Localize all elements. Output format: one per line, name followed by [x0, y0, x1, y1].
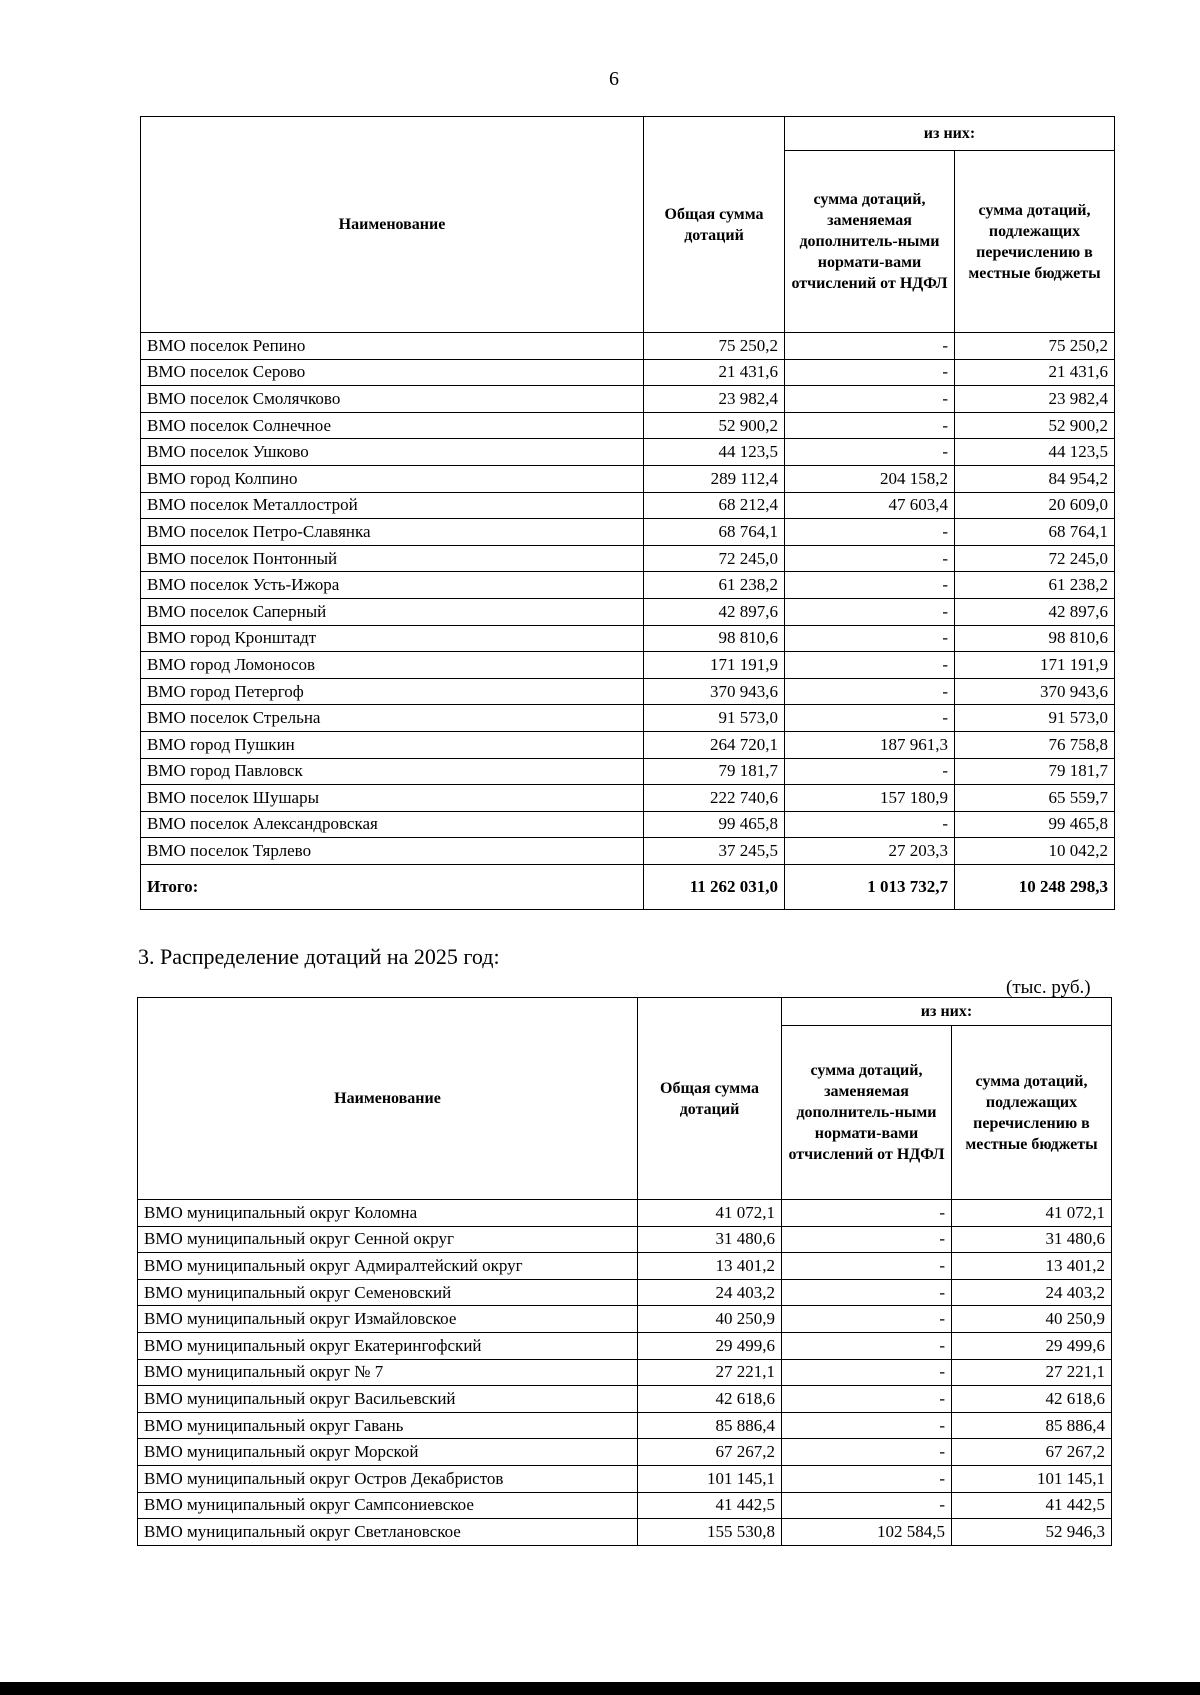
cell-transfer: 98 810,6: [955, 625, 1115, 652]
cell-transfer: 13 401,2: [952, 1253, 1112, 1280]
cell-total: 155 530,8: [638, 1519, 782, 1546]
cell-replaced: -: [785, 652, 955, 679]
cell-total: 24 403,2: [638, 1279, 782, 1306]
cell-replaced: -: [785, 386, 955, 413]
table-row: [141, 572, 1115, 599]
cell-transfer: 99 465,8: [955, 811, 1115, 838]
cell-name: ВМО поселок Понтонный: [141, 545, 644, 572]
table-row: [138, 1200, 1112, 1227]
table-row: [141, 465, 1115, 492]
cell-replaced: -: [785, 598, 955, 625]
cell-total: 99 465,8: [644, 811, 785, 838]
table-row: [141, 545, 1115, 572]
cell-total: 23 982,4: [644, 386, 785, 413]
cell-transfer: 24 403,2: [952, 1279, 1112, 1306]
cell-transfer: 91 573,0: [955, 705, 1115, 732]
cell-replaced: -: [785, 519, 955, 546]
cell-transfer: 41 442,5: [952, 1492, 1112, 1519]
cell-transfer: 52 900,2: [955, 412, 1115, 439]
total-name: Итого:: [141, 864, 644, 909]
cell-name: ВМО поселок Саперный: [141, 598, 644, 625]
cell-total: 98 810,6: [644, 625, 785, 652]
cell-name: ВМО поселок Тярлево: [141, 838, 644, 865]
header-of-which: из них:: [785, 117, 1115, 151]
header-total: Общая сумма дотаций: [644, 117, 785, 333]
cell-total: 79 181,7: [644, 758, 785, 785]
cell-total: 75 250,2: [644, 333, 785, 360]
table-row: [141, 758, 1115, 785]
cell-name: ВМО муниципальный округ Сенной округ: [138, 1226, 638, 1253]
cell-total: 289 112,4: [644, 465, 785, 492]
total-replaced: 1 013 732,7: [785, 864, 955, 909]
cell-replaced: -: [785, 333, 955, 360]
cell-replaced: -: [782, 1386, 952, 1413]
cell-replaced: 157 180,9: [785, 785, 955, 812]
cell-total: 44 123,5: [644, 439, 785, 466]
table-row: [141, 678, 1115, 705]
table-row: [141, 731, 1115, 758]
cell-transfer: 40 250,9: [952, 1306, 1112, 1333]
cell-total: 85 886,4: [638, 1412, 782, 1439]
total-total: 11 262 031,0: [644, 864, 785, 909]
table-row: [141, 652, 1115, 679]
cell-transfer: 10 042,2: [955, 838, 1115, 865]
cell-name: ВМО город Павловск: [141, 758, 644, 785]
header-transfer: сумма дотаций, подлежащих перечислению в местные бюджеты: [952, 1026, 1112, 1200]
table-row: [138, 1386, 1112, 1413]
cell-replaced: -: [782, 1465, 952, 1492]
cell-name: ВМО поселок Репино: [141, 333, 644, 360]
cell-name: ВМО город Пушкин: [141, 731, 644, 758]
cell-name: ВМО поселок Петро-Славянка: [141, 519, 644, 546]
section-title: 3. Распределение дотаций на 2025 год:: [138, 944, 500, 969]
table2-body: [138, 1200, 1112, 1546]
cell-name: ВМО поселок Ушково: [141, 439, 644, 466]
cell-transfer: 42 618,6: [952, 1386, 1112, 1413]
cell-transfer: 85 886,4: [952, 1412, 1112, 1439]
cell-total: 42 618,6: [638, 1386, 782, 1413]
table-row: [141, 838, 1115, 865]
cell-transfer: 72 245,0: [955, 545, 1115, 572]
cell-replaced: -: [785, 625, 955, 652]
cell-transfer: 27 221,1: [952, 1359, 1112, 1386]
cell-replaced: -: [785, 811, 955, 838]
cell-transfer: 23 982,4: [955, 386, 1115, 413]
table-row: [141, 359, 1115, 386]
cell-transfer: 42 897,6: [955, 598, 1115, 625]
cell-total: 91 573,0: [644, 705, 785, 732]
table-row: [138, 1412, 1112, 1439]
table-row: [141, 492, 1115, 519]
cell-replaced: 187 961,3: [785, 731, 955, 758]
cell-total: 41 442,5: [638, 1492, 782, 1519]
cell-name: ВМО город Колпино: [141, 465, 644, 492]
subsidy-table-2025: [137, 997, 1112, 1546]
cell-name: ВМО поселок Солнечное: [141, 412, 644, 439]
cell-total: 52 900,2: [644, 412, 785, 439]
cell-transfer: 76 758,8: [955, 731, 1115, 758]
cell-total: 31 480,6: [638, 1226, 782, 1253]
cell-name: ВМО город Петергоф: [141, 678, 644, 705]
table1-body: [141, 333, 1115, 910]
cell-replaced: -: [782, 1412, 952, 1439]
cell-total: 171 191,9: [644, 652, 785, 679]
cell-replaced: -: [782, 1200, 952, 1227]
cell-name: ВМО поселок Металлострой: [141, 492, 644, 519]
cell-total: 61 238,2: [644, 572, 785, 599]
table-row: [138, 1465, 1112, 1492]
cell-total: 42 897,6: [644, 598, 785, 625]
table-row: [141, 785, 1115, 812]
cell-transfer: 44 123,5: [955, 439, 1115, 466]
cell-transfer: 65 559,7: [955, 785, 1115, 812]
cell-replaced: -: [785, 359, 955, 386]
cell-replaced: -: [782, 1226, 952, 1253]
cell-name: ВМО муниципальный округ Васильевский: [138, 1386, 638, 1413]
cell-replaced: 47 603,4: [785, 492, 955, 519]
header-name: Наименование: [138, 998, 638, 1200]
cell-name: ВМО муниципальный округ Морской: [138, 1439, 638, 1466]
table-row: [138, 1332, 1112, 1359]
header-replaced: сумма дотаций, заменяемая дополнитель-ными нормати-вами отчислений от НДФЛ: [782, 1026, 952, 1200]
cell-replaced: 204 158,2: [785, 465, 955, 492]
cell-name: ВМО поселок Стрельна: [141, 705, 644, 732]
cell-replaced: -: [785, 758, 955, 785]
cell-total: 101 145,1: [638, 1465, 782, 1492]
table-row: [141, 439, 1115, 466]
cell-transfer: 101 145,1: [952, 1465, 1112, 1492]
cell-transfer: 84 954,2: [955, 465, 1115, 492]
cell-name: ВМО муниципальный округ Гавань: [138, 1412, 638, 1439]
cell-replaced: 102 584,5: [782, 1519, 952, 1546]
cell-total: 37 245,5: [644, 838, 785, 865]
cell-name: ВМО муниципальный округ Семеновский: [138, 1279, 638, 1306]
cell-transfer: 31 480,6: [952, 1226, 1112, 1253]
cell-transfer: 370 943,6: [955, 678, 1115, 705]
cell-name: ВМО муниципальный округ Остров Декабристов: [138, 1465, 638, 1492]
cell-name: ВМО муниципальный округ № 7: [138, 1359, 638, 1386]
cell-total: 67 267,2: [638, 1439, 782, 1466]
cell-total: 264 720,1: [644, 731, 785, 758]
table-row: [141, 333, 1115, 360]
cell-name: ВМО поселок Шушары: [141, 785, 644, 812]
table-row: [141, 519, 1115, 546]
cell-replaced: -: [785, 545, 955, 572]
cell-replaced: 27 203,3: [785, 838, 955, 865]
header-transfer: сумма дотаций, подлежащих перечислению в местные бюджеты: [955, 151, 1115, 333]
cell-replaced: -: [785, 439, 955, 466]
cell-transfer: 75 250,2: [955, 333, 1115, 360]
cell-replaced: -: [782, 1306, 952, 1333]
cell-replaced: -: [782, 1253, 952, 1280]
cell-name: ВМО муниципальный округ Сампсониевское: [138, 1492, 638, 1519]
header-name: Наименование: [141, 117, 644, 333]
table-row: [138, 1359, 1112, 1386]
cell-transfer: 68 764,1: [955, 519, 1115, 546]
table-row: [138, 1519, 1112, 1546]
cell-total: 72 245,0: [644, 545, 785, 572]
cell-total: 41 072,1: [638, 1200, 782, 1227]
cell-total: 68 764,1: [644, 519, 785, 546]
cell-transfer: 79 181,7: [955, 758, 1115, 785]
cell-name: ВМО город Кронштадт: [141, 625, 644, 652]
cell-name: ВМО поселок Серово: [141, 359, 644, 386]
cell-name: ВМО поселок Смолячково: [141, 386, 644, 413]
total-transfer: 10 248 298,3: [955, 864, 1115, 909]
table-row: [141, 705, 1115, 732]
table-row: [138, 1492, 1112, 1519]
page-number: 6: [609, 68, 619, 90]
cell-total: 29 499,6: [638, 1332, 782, 1359]
cell-total: 370 943,6: [644, 678, 785, 705]
cell-replaced: -: [782, 1359, 952, 1386]
cell-transfer: 61 238,2: [955, 572, 1115, 599]
cell-transfer: 52 946,3: [952, 1519, 1112, 1546]
cell-replaced: -: [785, 678, 955, 705]
cell-name: ВМО муниципальный округ Коломна: [138, 1200, 638, 1227]
header-of-which: из них:: [782, 998, 1112, 1026]
cell-name: ВМО поселок Усть-Ижора: [141, 572, 644, 599]
cell-replaced: -: [785, 705, 955, 732]
cell-transfer: 29 499,6: [952, 1332, 1112, 1359]
table-row: [141, 412, 1115, 439]
cell-transfer: 67 267,2: [952, 1439, 1112, 1466]
cell-name: ВМО муниципальный округ Измайловское: [138, 1306, 638, 1333]
cell-replaced: -: [782, 1439, 952, 1466]
table-row: [141, 386, 1115, 413]
cell-name: ВМО муниципальный округ Светлановское: [138, 1519, 638, 1546]
table-row: [141, 625, 1115, 652]
table-row: [141, 811, 1115, 838]
table-row: [138, 1306, 1112, 1333]
header-total: Общая сумма дотаций: [638, 998, 782, 1200]
table-row: [141, 598, 1115, 625]
scan-border: [0, 1682, 1200, 1695]
cell-transfer: 171 191,9: [955, 652, 1115, 679]
cell-total: 222 740,6: [644, 785, 785, 812]
cell-replaced: -: [782, 1279, 952, 1306]
cell-transfer: 20 609,0: [955, 492, 1115, 519]
cell-total: 21 431,6: [644, 359, 785, 386]
cell-name: ВМО муниципальный округ Адмиралтейский округ: [138, 1253, 638, 1280]
cell-total: 40 250,9: [638, 1306, 782, 1333]
cell-total: 68 212,4: [644, 492, 785, 519]
table-row: [138, 1226, 1112, 1253]
cell-name: ВМО поселок Александровская: [141, 811, 644, 838]
cell-replaced: -: [785, 572, 955, 599]
cell-total: 13 401,2: [638, 1253, 782, 1280]
units-label: (тыс. руб.): [1006, 977, 1091, 998]
cell-replaced: -: [782, 1492, 952, 1519]
cell-name: ВМО город Ломоносов: [141, 652, 644, 679]
total-row: [141, 864, 1115, 909]
cell-replaced: -: [782, 1332, 952, 1359]
cell-name: ВМО муниципальный округ Екатерингофский: [138, 1332, 638, 1359]
cell-replaced: -: [785, 412, 955, 439]
header-replaced: сумма дотаций, заменяемая дополнитель-ными нормати-вами отчислений от НДФЛ: [785, 151, 955, 333]
subsidy-table-1: [140, 116, 1115, 910]
cell-transfer: 21 431,6: [955, 359, 1115, 386]
cell-transfer: 41 072,1: [952, 1200, 1112, 1227]
table-row: [138, 1279, 1112, 1306]
table-row: [138, 1439, 1112, 1466]
table-row: [138, 1253, 1112, 1280]
cell-total: 27 221,1: [638, 1359, 782, 1386]
